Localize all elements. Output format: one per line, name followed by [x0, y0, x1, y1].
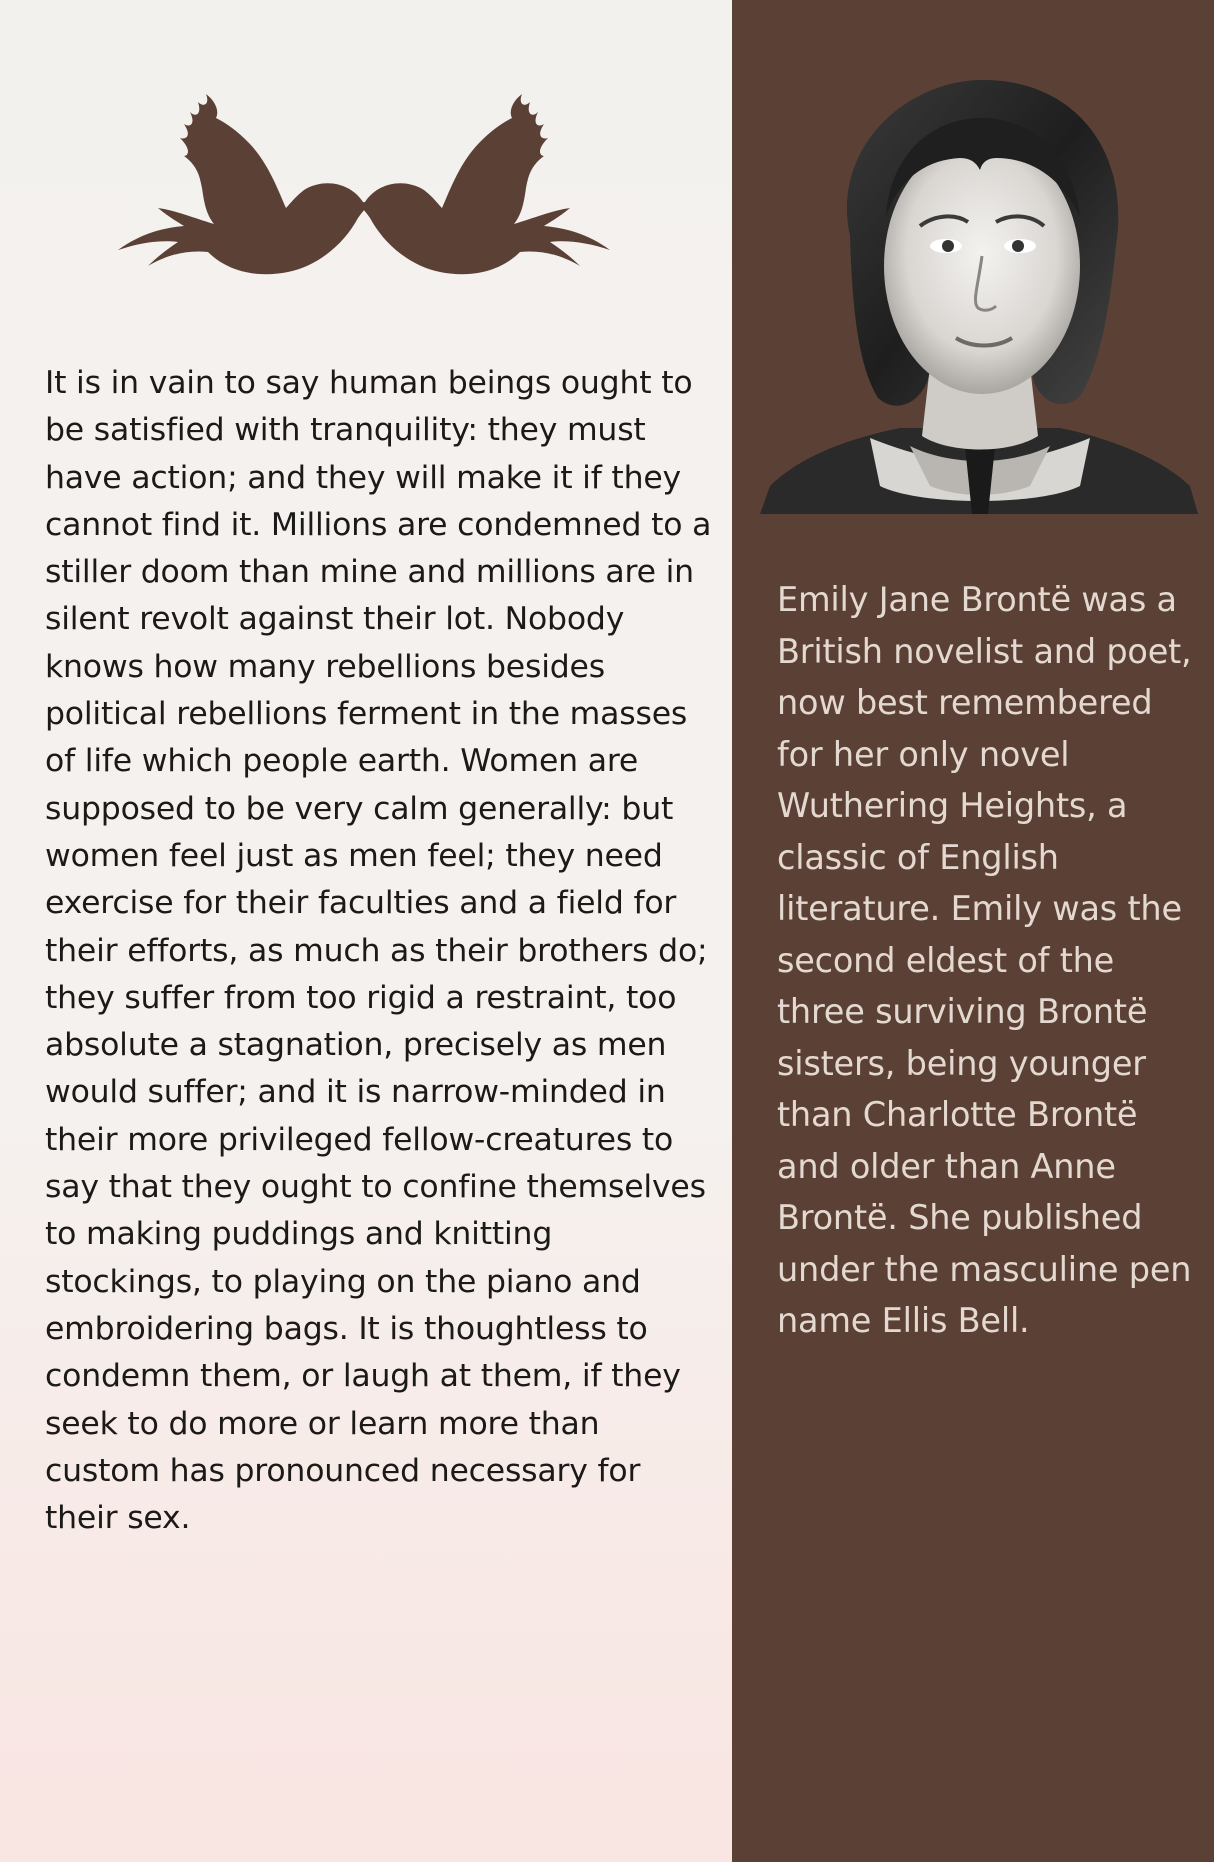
quote-text: It is in vain to say human beings ought to be satisfied with tranquility: they must have action; and they will make it if they cannot find it. Millions are condemned to a stiller doom than mine and millions are in silent revolt against their lot. Nobody knows how many rebellions besides political rebellions ferment in the masses of life which people earth. Women are supposed to be very calm generally: but women feel just as men feel; they need exercise for their faculties and a field for their efforts, as much as their brothers do; they suffer from too rigid a restraint, too absolute a stagnation, precisely as men would suffer; and it is narrow-minded in their more privileged fellow-creatures to say that they ought to confine themselves to making puddings and knitting stockings, to playing on the piano and embroidering bags. It is thoughtless to condemn them, or laugh at them, if they seek to do more or learn more than custom has pronounced necessary for their sex.: [45, 365, 712, 1537]
right-dove-icon: [358, 94, 610, 274]
bio-text: Emily Jane Brontë was a British novelist and poet, now best remembered for her only novel Wuthering Heights, a classic of English literature. Emily was the second eldest of the three surviving Brontë sisters, being younger than Charlotte Brontë and older than Anne Brontë. She published under the masculine pen name Ellis Bell.: [777, 580, 1192, 1340]
kissing-doves-icon: [118, 82, 610, 282]
left-dove-icon: [118, 94, 370, 274]
author-portrait: [760, 66, 1198, 514]
bio-panel: [732, 0, 1214, 1862]
